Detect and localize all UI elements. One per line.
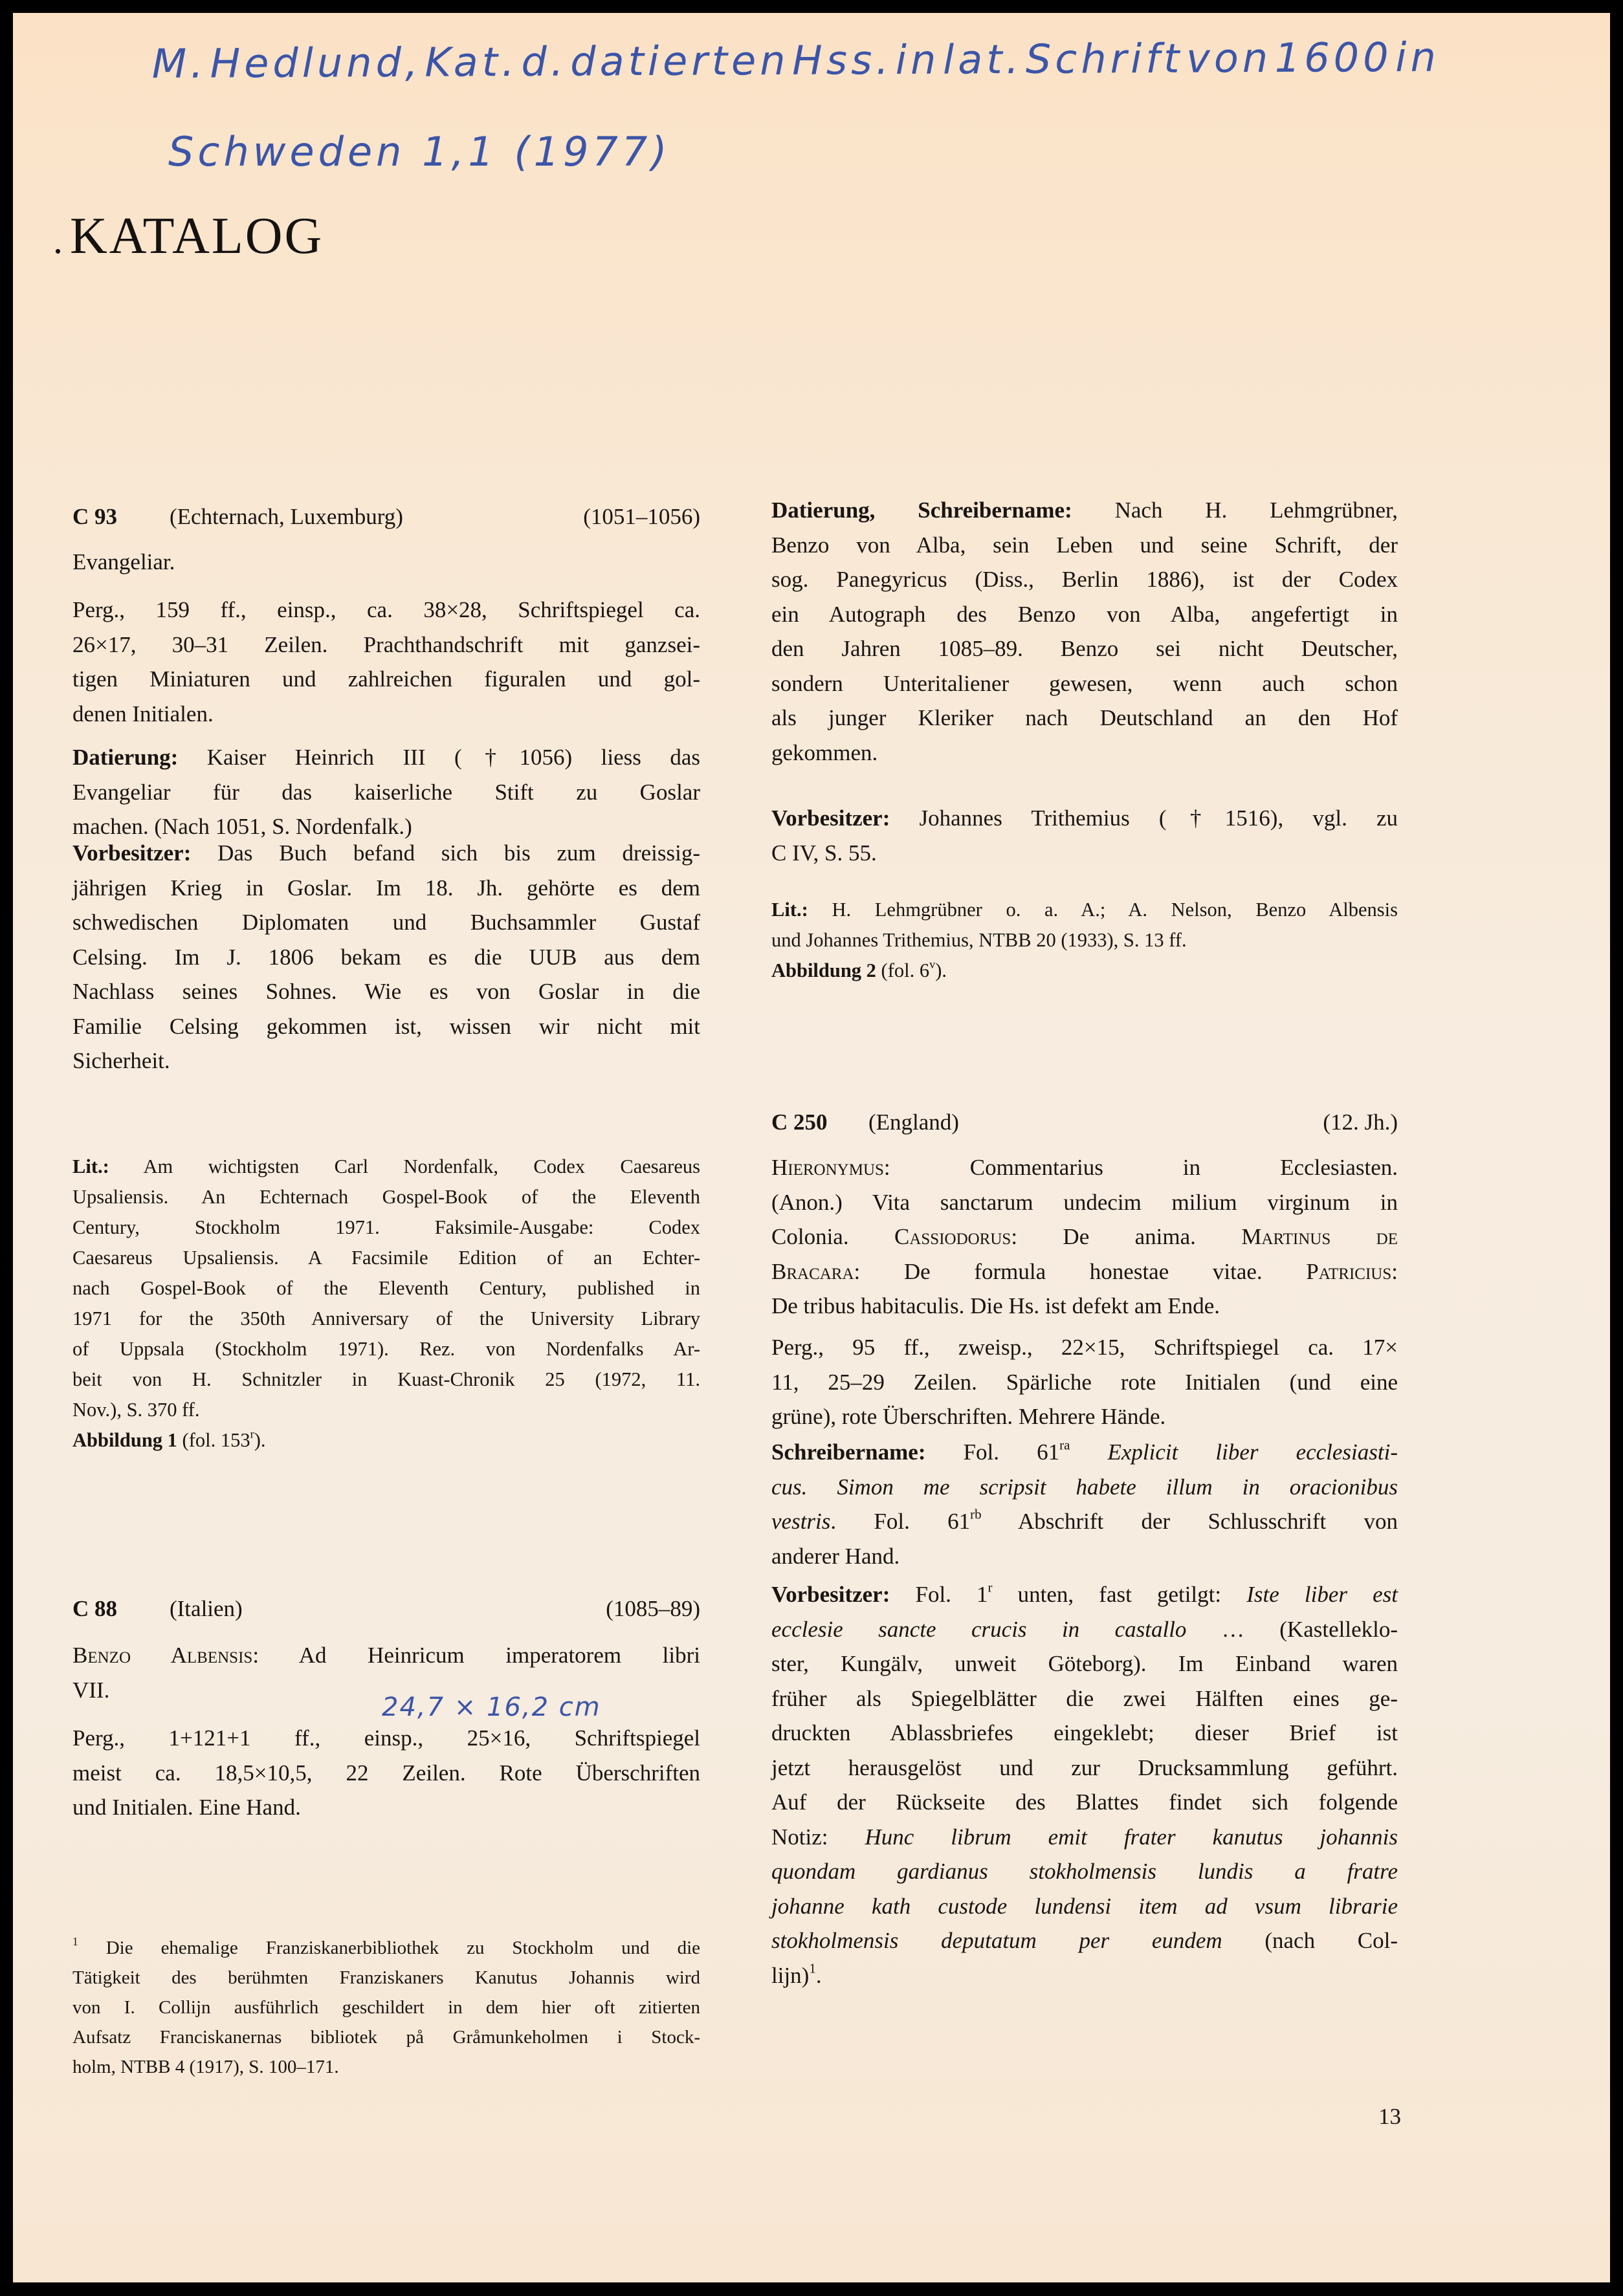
author-name: Cassiodorus xyxy=(894,1224,1011,1249)
text-line: Perg., 1+121+1 ff., einsp., 25×16, Schriftspiegel xyxy=(72,1725,700,1751)
text-span: . xyxy=(815,1962,822,1988)
latin-quote: Iste liber est xyxy=(1246,1582,1398,1607)
text-line xyxy=(771,1958,1398,1993)
text-line: und Johannes Trithemius, NTBB 20 (1933), S. 13 ff. xyxy=(771,929,1187,951)
entry-c88 xyxy=(72,1591,700,1626)
latin-quote: Explicit liber ecclesiasti- xyxy=(1107,1439,1398,1465)
author-name: Benzo Albensis xyxy=(72,1643,253,1668)
text-line: Auf der Rückseite des Blattes findet sich folgende xyxy=(771,1789,1398,1815)
text-line: sondern Unteritaliener gewesen, wenn auch schon xyxy=(771,670,1398,696)
text-span: Colonia. xyxy=(771,1224,894,1249)
hand-word: in xyxy=(895,36,940,83)
hand-word: in xyxy=(1395,33,1440,81)
text-line: Caesareus Upsaliensis. A Facsimile Edition of an Echter- xyxy=(72,1247,700,1269)
origin-place: (Italien) xyxy=(170,1596,243,1621)
text-line: gekommen. xyxy=(771,739,878,765)
text-line: 26×17, 30–31 Zeilen. Prachthandschrift mit ganzsei- xyxy=(72,631,700,657)
text-line: holm, NTBB 4 (1917), S. 100–171. xyxy=(72,2057,339,2077)
entry-c93 xyxy=(72,499,700,534)
latin-quote: vestris xyxy=(771,1509,831,1534)
section-label: Lit.: xyxy=(771,899,808,921)
text-line: Sicherheit. xyxy=(72,1048,170,1073)
author-name: Hieronymus xyxy=(771,1155,884,1180)
hand-word: von xyxy=(1186,34,1272,82)
text-span: … (Kastelleklo- xyxy=(1186,1616,1398,1642)
date-range: (12. Jh.) xyxy=(1323,1110,1398,1135)
title-mark: . xyxy=(53,219,65,261)
text-line: Aufsatz Franciskanernas bibliotek på Gråmunkeholmen i Stock- xyxy=(72,2027,700,2048)
section-label: Datierung, Schreibername: xyxy=(771,497,1072,523)
contents-section xyxy=(771,1150,1398,1324)
text-line xyxy=(771,1219,1398,1254)
page-title-text: KATALOG xyxy=(70,208,324,265)
section-label: Lit.: xyxy=(72,1155,109,1177)
scanned-page xyxy=(13,13,1610,2282)
text-line: Benzo von Alba, sein Leben und seine Schrift, der xyxy=(771,532,1398,558)
text-span: : Ad Heinricum imperatorem libri xyxy=(252,1643,700,1668)
text-span: ). xyxy=(935,959,947,981)
vorbesitzer-section xyxy=(771,1577,1398,1993)
literature-section xyxy=(771,895,1398,986)
text-span: H. Lehmgrübner o. a. A.; A. Nelson, Benzo Albensis xyxy=(832,899,1398,921)
hand-word: lat. xyxy=(942,35,1023,83)
author-name: Bracara xyxy=(771,1258,854,1284)
text-line xyxy=(771,1254,1398,1289)
hand-word: Schrift xyxy=(1025,34,1184,83)
text-line: grüne), rote Überschriften. Mehrere Hände. xyxy=(771,1404,1166,1429)
datierung-section xyxy=(771,493,1398,770)
text-span: Am wichtigsten Carl Nordenfalk, Codex Caesareus xyxy=(143,1155,700,1177)
hand-word: datierten xyxy=(570,36,789,85)
text-line xyxy=(771,1923,1398,1958)
page-number: 13 xyxy=(1378,2104,1401,2129)
text-line xyxy=(72,1933,700,1963)
handwritten-note-line-2: Schweden 1,1 (1977) xyxy=(168,128,671,175)
text-span: : Commentarius in Ecclesiasten. xyxy=(883,1155,1398,1180)
text-span: lijn) xyxy=(771,1962,810,1988)
shelfmark: C 88 xyxy=(72,1596,118,1621)
superscript: rb xyxy=(970,1506,982,1522)
section-label: Schreibername: xyxy=(771,1439,926,1465)
text-line xyxy=(771,1889,1398,1924)
text-span: (fol. 153 xyxy=(182,1429,250,1451)
text-span: ). xyxy=(254,1429,266,1451)
latin-quote: Hunc librum emit frater kanutus johannis xyxy=(865,1824,1398,1850)
text-line xyxy=(72,1638,700,1673)
footnote xyxy=(72,1933,700,2082)
physical-description xyxy=(771,1330,1398,1434)
hand-word: M. xyxy=(151,39,208,87)
text-line: of Uppsala (Stockholm 1971). Rez. von Nordenfalks Ar- xyxy=(72,1338,700,1360)
literature-section xyxy=(72,1152,700,1456)
text-line: C IV, S. 55. xyxy=(771,840,877,866)
text-line: anderer Hand. xyxy=(771,1543,900,1569)
hand-word: Hedlund, xyxy=(210,38,422,87)
text-line: sog. Panegyricus (Diss., Berlin 1886), ist der Codex xyxy=(771,567,1398,592)
text-line: Familie Celsing gekommen ist, wissen wir nicht mit xyxy=(72,1013,700,1039)
text-line xyxy=(771,1612,1398,1647)
text-line xyxy=(771,895,1398,925)
footnote-reference: 1 xyxy=(809,1960,816,1976)
origin-place: (England) xyxy=(868,1110,959,1135)
section-label: Vorbesitzer: xyxy=(771,805,890,831)
text-line xyxy=(771,1854,1398,1889)
text-span: Die ehemalige Franziskanerbibliothek zu Stockholm und die xyxy=(105,1938,701,1958)
text-span: Nach H. Lehmgrübner, xyxy=(1114,497,1398,523)
hand-word: d. xyxy=(521,38,568,86)
text-line: den Jahren 1085–89. Benzo sei nicht Deutscher, xyxy=(771,636,1398,661)
text-line: Upsaliensis. An Echternach Gospel-Book of the Eleventh xyxy=(72,1186,700,1208)
content-title xyxy=(72,545,700,580)
datierung-section xyxy=(72,740,700,844)
text-line: ein Autograph des Benzo von Alba, angefertigt in xyxy=(771,601,1398,627)
footnote-marker: 1 xyxy=(72,1934,78,1948)
author-name: Patricius xyxy=(1306,1258,1392,1284)
vorbesitzer-section xyxy=(771,801,1398,870)
text-line: jährigen Krieg in Goslar. Im 18. Jh. gehörte es dem xyxy=(72,875,700,901)
text-line: Perg., 95 ff., zweisp., 22×15, Schriftspiegel ca. 17× xyxy=(771,1335,1398,1360)
text-line: und Initialen. Eine Hand. xyxy=(72,1795,301,1820)
entry-header xyxy=(72,499,700,534)
text-line: Nachlass seines Sohnes. Wie es von Goslar in die xyxy=(72,979,700,1004)
figure-reference xyxy=(72,1425,700,1456)
text-line: von I. Collijn ausführlich geschildert in dem hier oft zitierten xyxy=(72,1997,700,2018)
text-span: . Fol. 61 xyxy=(830,1509,971,1534)
text-line: als junger Kleriker nach Deutschland an den Hof xyxy=(771,705,1398,730)
text-line xyxy=(72,836,700,871)
text-span: : De anima. xyxy=(1011,1224,1242,1249)
text-line: tigen Miniaturen und zahlreichen figuralen und gol- xyxy=(72,666,700,692)
text-line: VII. xyxy=(72,1677,110,1703)
text-line xyxy=(72,1152,700,1182)
text-span: Das Buch befand sich bis zum dreissig- xyxy=(217,840,700,866)
author-name: Martinus de xyxy=(1241,1224,1398,1249)
schreibername-section xyxy=(771,1435,1398,1573)
entry-header xyxy=(771,1105,1398,1139)
section-label: Datierung: xyxy=(72,745,179,770)
date-range: (1085–89) xyxy=(606,1596,700,1621)
date-range: (1051–1056) xyxy=(583,504,700,529)
text-line: 11, 25–29 Zeilen. Spärliche rote Initialen (und eine xyxy=(771,1369,1398,1395)
text-line xyxy=(771,801,1398,836)
text-span: : xyxy=(1391,1258,1398,1284)
text-line: Nov.), S. 370 ff. xyxy=(72,1399,200,1421)
text-line: De tribus habitaculis. Die Hs. ist defekt am Ende. xyxy=(771,1293,1220,1318)
text-line: machen. (Nach 1051, S. Nordenfalk.) xyxy=(72,814,412,839)
superscript: v xyxy=(929,957,936,971)
text-line: jetzt herausgelöst und zur Drucksammlung geführt. xyxy=(771,1755,1398,1780)
text-span: Fol. 1 xyxy=(915,1582,988,1607)
text-line: Evangeliar für das kaiserliche Stift zu Goslar xyxy=(72,779,700,805)
handwritten-measure-note: 24,7 × 16,2 cm xyxy=(382,1692,601,1722)
latin-quote: stokholmensis deputatum per eundem xyxy=(771,1928,1222,1953)
text-line xyxy=(771,1577,1398,1612)
text-line xyxy=(771,1820,1398,1855)
latin-quote: ecclesie sancte crucis in castallo xyxy=(771,1616,1187,1642)
superscript: ra xyxy=(1059,1437,1070,1453)
text-line: Tätigkeit des berühmten Franziskaners Kanutus Johannis wird xyxy=(72,1967,700,1988)
latin-quote: johanne kath custode lundensi item ad vsum librarie xyxy=(771,1893,1398,1919)
text-line xyxy=(771,1435,1398,1470)
hand-word: Kat. xyxy=(425,38,519,86)
text-span: Fol. 61 xyxy=(963,1439,1060,1465)
superscript: r xyxy=(250,1427,254,1441)
section-label: Vorbesitzer: xyxy=(771,1582,890,1607)
physical-description xyxy=(72,593,700,731)
text-line: (Anon.) Vita sanctarum undecim milium virginum in xyxy=(771,1189,1398,1215)
entry-c250 xyxy=(771,1105,1398,1139)
origin-place: (Echternach, Luxemburg) xyxy=(170,504,403,529)
text-span: Abschrift der Schlusschrift von xyxy=(981,1509,1398,1534)
text-line xyxy=(771,1504,1398,1539)
text-line xyxy=(771,1150,1398,1185)
text-line: Evangeliar. xyxy=(72,549,175,574)
text-line: Century, Stockholm 1971. Faksimile-Ausgabe: Codex xyxy=(72,1216,700,1238)
text-line: nach Gospel-Book of the Eleventh Century, published in xyxy=(72,1277,700,1299)
text-line: denen Initialen. xyxy=(72,701,214,727)
entry-header xyxy=(72,1591,700,1626)
text-span: (fol. 6 xyxy=(881,959,930,981)
text-span: unten, fast getilgt: xyxy=(992,1582,1247,1607)
text-line: beit von H. Schnitzler in Kuast-Chronik 25 (1972, 11. xyxy=(72,1368,700,1390)
text-line xyxy=(771,1470,1398,1505)
page-title xyxy=(53,207,324,266)
text-span: Kaiser Heinrich III (†1056) liess das xyxy=(206,745,700,770)
text-line: 1971 for the 350th Anniversary of the University Library xyxy=(72,1307,700,1329)
hand-word: 1600 xyxy=(1274,33,1393,82)
physical-description xyxy=(72,1721,700,1825)
shelfmark: C 250 xyxy=(771,1110,828,1135)
figure-reference xyxy=(771,956,1398,986)
text-span: (nach Col- xyxy=(1222,1928,1398,1953)
vorbesitzer-section xyxy=(72,836,700,1078)
text-line: druckten Ablassbriefes eingeklebt; dieser Brief ist xyxy=(771,1720,1398,1745)
text-line: schwedischen Diplomaten und Buchsammler Gustaf xyxy=(72,910,700,935)
text-span: : De formula honestae vitae. xyxy=(854,1258,1307,1284)
text-line: Perg., 159 ff., einsp., ca. 38×28, Schriftspiegel ca. xyxy=(72,597,700,622)
text-line: ster, Kungälv, unweit Göteborg). Im Einband waren xyxy=(771,1651,1398,1676)
section-label: Abbildung 1 xyxy=(72,1429,177,1451)
text-line xyxy=(771,493,1398,528)
text-span: Notiz: xyxy=(771,1824,865,1850)
section-label: Abbildung 2 xyxy=(771,959,876,981)
text-span: Johannes Trithemius (†1516), vgl. zu xyxy=(919,805,1398,831)
text-line: früher als Spiegelblätter die zwei Hälften eines ge- xyxy=(771,1685,1398,1711)
superscript: r xyxy=(988,1579,993,1595)
handwritten-note-line-1 xyxy=(152,34,1440,87)
text-line xyxy=(72,740,700,775)
section-label: Vorbesitzer: xyxy=(72,840,192,866)
shelfmark: C 93 xyxy=(72,504,118,529)
hand-word: Hss. xyxy=(791,36,893,84)
text-line: Celsing. Im J. 1806 bekam es die UUB aus dem xyxy=(72,944,700,970)
latin-quote: quondam gardianus stokholmensis lundis a fratre xyxy=(771,1859,1398,1884)
latin-quote: cus. Simon me scripsit habete illum in oracionibus xyxy=(771,1474,1398,1500)
text-line: meist ca. 18,5×10,5, 22 Zeilen. Rote Überschriften xyxy=(72,1760,700,1786)
